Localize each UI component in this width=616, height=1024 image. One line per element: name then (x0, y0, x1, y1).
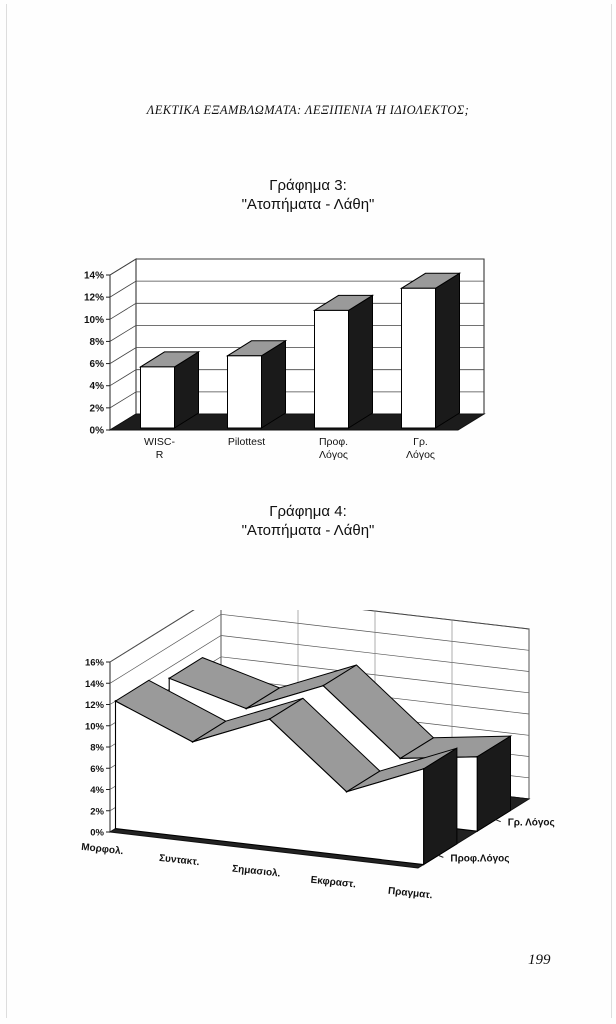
depth-tick (496, 820, 501, 822)
y-tick-label: 14% (83, 270, 104, 282)
x-tick-label: WISC- (144, 436, 175, 448)
data-point (115, 700, 117, 702)
bar (402, 288, 436, 428)
y-tick-label: 2% (90, 806, 104, 818)
y-tick-label: 8% (90, 742, 104, 754)
x-tick-label: Προφ. (318, 436, 349, 448)
page-number: 199 (528, 952, 551, 968)
x-tick-label: Μορφολ. (80, 841, 124, 858)
x-tick-label: Συντακτ. (158, 852, 200, 869)
y-tick-label: 10% (84, 721, 104, 733)
data-point (399, 758, 401, 760)
y-tick-label: 4% (89, 381, 104, 393)
chart-3-title-block (0, 176, 616, 214)
data-point (423, 768, 425, 770)
y-tick-label: 4% (90, 785, 104, 796)
y-tick-label: 12% (84, 700, 104, 711)
series-label: Γρ. Λόγος (507, 817, 555, 829)
y-tick-label: 16% (84, 657, 104, 669)
depth-tick (438, 855, 443, 857)
data-point (476, 756, 478, 758)
y-tick-label: 0% (89, 425, 104, 437)
bar (141, 367, 175, 428)
side-wall (110, 259, 136, 430)
bar-chart-3d (0, 235, 616, 535)
data-point (346, 791, 348, 793)
x-tick-label: Πραγματ. (387, 885, 434, 902)
area-chart-3d (0, 610, 616, 920)
x-tick-label: Γρ. (413, 436, 428, 448)
data-point (245, 708, 247, 710)
y-tick-label: 6% (90, 763, 104, 775)
area-side (424, 748, 457, 864)
chart-4-title-block (0, 502, 616, 540)
y-tick-label: 0% (90, 827, 104, 839)
bar-side (349, 295, 373, 428)
y-tick-label: 14% (84, 678, 104, 690)
series-label: Προφ.Λόγος (450, 853, 510, 865)
y-tick-label: 2% (89, 403, 104, 415)
data-point (192, 741, 194, 743)
y-tick-label: 12% (83, 292, 104, 304)
x-tick-label: Λόγος (318, 449, 349, 461)
data-point (269, 718, 271, 720)
bar (315, 310, 349, 428)
chart-4-title: Γράφημα 4: (269, 503, 347, 520)
data-point (322, 685, 324, 687)
chart-3-subtitle: "Ατοπήματα - Λάθη" (241, 196, 375, 213)
running-head: ΛΕΚΤΙΚΑ ΕΞΑΜΒΛΩΜΑΤΑ: ΛΕΞΙΠΕΝΙΑ Ή ΙΔΙΟΛΕΚΤΟΣ; (146, 103, 470, 117)
bar (228, 356, 262, 428)
bar-side (436, 273, 460, 428)
x-tick-label: R (155, 449, 164, 461)
y-tick-label: 8% (89, 336, 104, 348)
y-tick-label: 6% (89, 359, 104, 371)
x-tick-label: Εκφραστ. (310, 874, 357, 891)
x-tick-label: Σημασιολ. (231, 863, 281, 880)
data-point (168, 677, 170, 679)
chart-3-title: Γράφημα 3: (269, 177, 347, 194)
x-tick-label: Λόγος (405, 449, 436, 461)
y-tick-label: 10% (83, 314, 104, 326)
x-tick-label: Pilottest (227, 436, 266, 448)
chart-4-subtitle: "Ατοπήματα - Λάθη" (241, 522, 375, 539)
